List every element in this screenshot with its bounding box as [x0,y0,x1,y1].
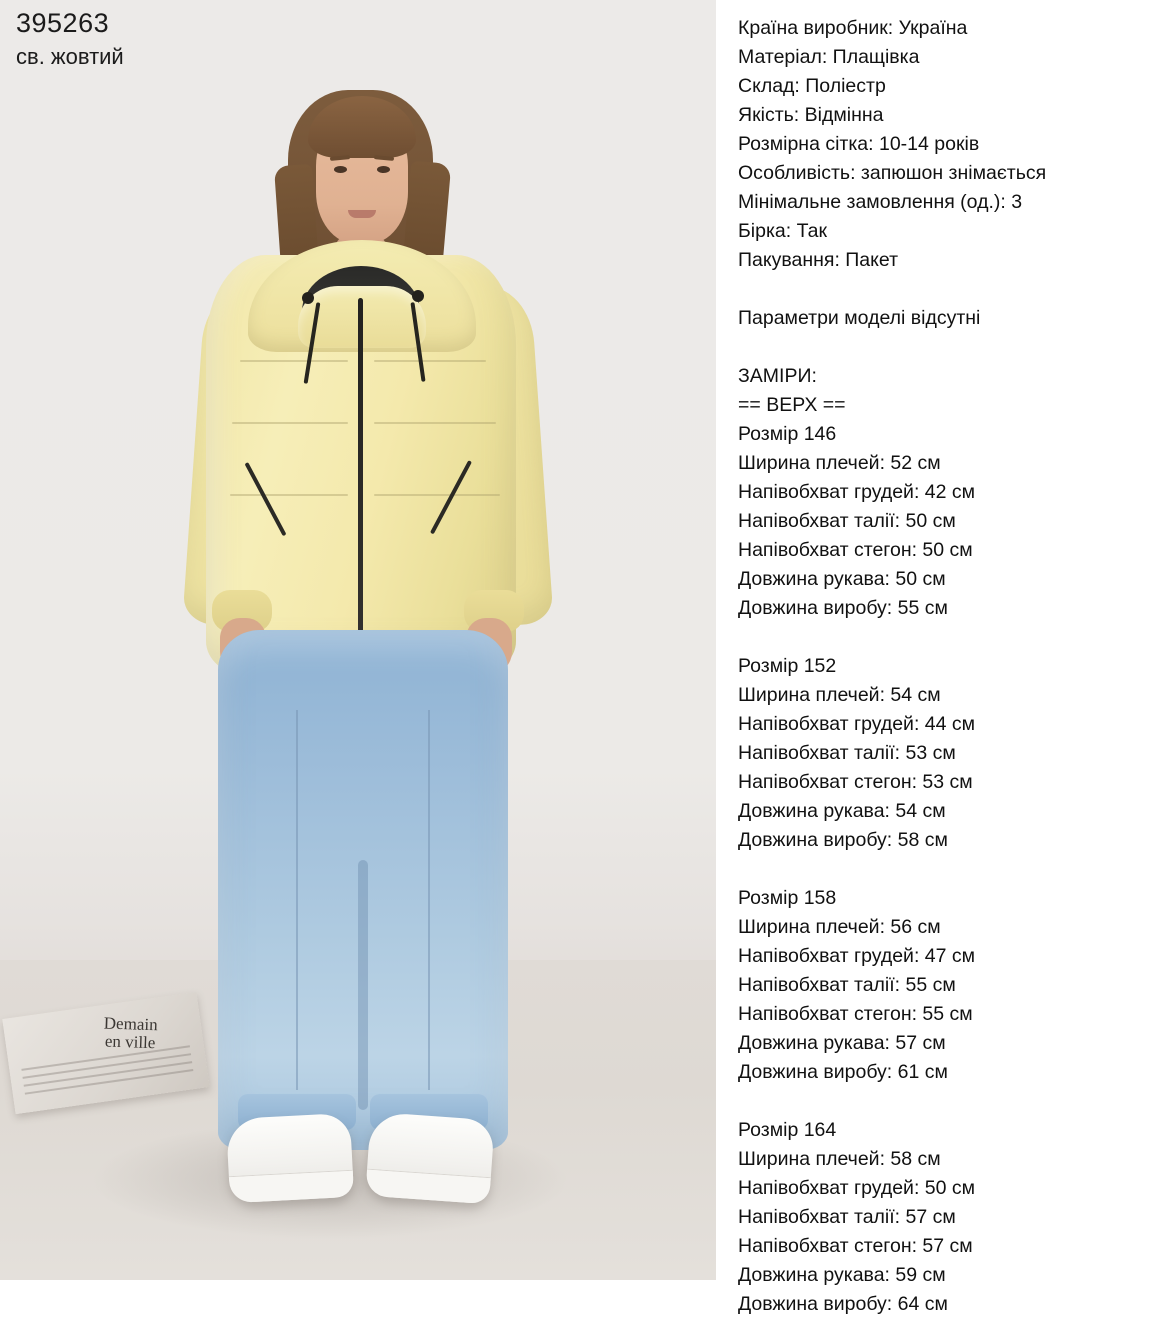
size-measure: Напівобхват стегон: 57 см [738,1235,973,1257]
product-spec-panel [716,0,1151,1315]
jeans-seam [296,710,298,1090]
spacer [738,855,1133,884]
quilt-seam [240,360,348,362]
sneaker-sole-left [229,1170,354,1203]
magazine-title-line1: Demain [103,1013,158,1035]
measurements-section-heading: == ВЕРХ == [738,394,846,416]
spec-attribute: Склад: Поліестр [738,75,886,97]
size-measure: Напівобхват грудей: 50 см [738,1177,976,1199]
size-measure: Ширина плечей: 52 см [738,452,941,474]
size-title: Розмір 152 [738,655,837,677]
size-measure: Довжина виробу: 55 см [738,597,948,619]
quilt-seam [230,494,348,496]
size-block-164 [738,1116,1133,1319]
eye-right [377,166,390,173]
spec-attribute: Матеріал: Плащівка [738,46,920,68]
size-measure: Довжина рукава: 59 см [738,1264,946,1286]
size-measure: Ширина плечей: 58 см [738,1148,941,1170]
quilt-seam [374,494,500,496]
quilt-seam [374,360,486,362]
drawcord-stopper-right [412,290,424,302]
size-measure: Напівобхват стегон: 50 см [738,539,973,561]
magazine-title [103,1014,158,1052]
size-block-152 [738,652,1133,855]
spec-attribute: Бірка: Так [738,220,828,242]
spec-attributes [738,14,1133,275]
size-measure: Напівобхват стегон: 53 см [738,771,973,793]
spec-attribute: Мінімальне замовлення (од.): 3 [738,191,1023,213]
magazine-title-line2: en ville [104,1031,156,1053]
size-block-158 [738,884,1133,1087]
size-measure: Ширина плечей: 54 см [738,684,941,706]
quilt-seam [232,422,348,424]
spec-attribute: Країна виробник: Україна [738,17,968,39]
size-block-146 [738,420,1133,623]
sneaker-right [365,1112,495,1204]
size-measure: Напівобхват стегон: 55 см [738,1003,973,1025]
size-measure: Напівобхват талії: 50 см [738,510,956,532]
size-measure: Довжина рукава: 57 см [738,1032,946,1054]
quilt-seam [374,422,496,424]
size-measure: Довжина виробу: 58 см [738,829,948,851]
spacer [738,333,1133,362]
size-measure: Напівобхват талії: 57 см [738,1206,956,1228]
product-code: 395263 [16,8,110,38]
measurements-heading: ЗАМІРИ: [738,365,817,387]
eye-left [334,166,347,173]
spec-attribute: Пакування: Пакет [738,249,899,271]
size-measure: Напівобхват грудей: 47 см [738,945,976,967]
magazine-text-lines [21,1045,194,1100]
size-title: Розмір 158 [738,887,837,909]
sneaker-left [226,1113,354,1203]
size-title: Розмір 164 [738,1119,837,1141]
size-measure: Напівобхват талії: 55 см [738,974,956,996]
spacer [738,623,1133,652]
spec-attribute: Розмірна сітка: 10-14 років [738,133,980,155]
size-title: Розмір 146 [738,423,837,445]
spacer [738,1087,1133,1116]
size-measure: Ширина плечей: 56 см [738,916,941,938]
jeans-seam [428,710,430,1090]
size-measure: Довжина рукава: 54 см [738,800,946,822]
size-measure: Напівобхват грудей: 44 см [738,713,976,735]
spacer [738,275,1133,304]
sneaker-sole-right [365,1169,491,1205]
size-measure: Напівобхват талії: 53 см [738,742,956,764]
mouth [348,210,376,218]
product-code-block [16,6,124,72]
model-params: Параметри моделі відсутні [738,307,981,329]
jeans-inseam-gap [358,860,368,1110]
product-color-label: св. жовтий [16,44,124,69]
jacket-zipper [358,298,363,680]
size-measure: Довжина виробу: 64 см [738,1293,948,1315]
spec-attribute: Якість: Відмінна [738,104,884,126]
drawcord-stopper-left [302,292,314,304]
size-measure: Напівобхват грудей: 42 см [738,481,976,503]
spec-attribute: Особливість: запюшон знімається [738,162,1047,184]
size-measure: Довжина рукава: 50 см [738,568,946,590]
size-measure: Довжина виробу: 61 см [738,1061,948,1083]
